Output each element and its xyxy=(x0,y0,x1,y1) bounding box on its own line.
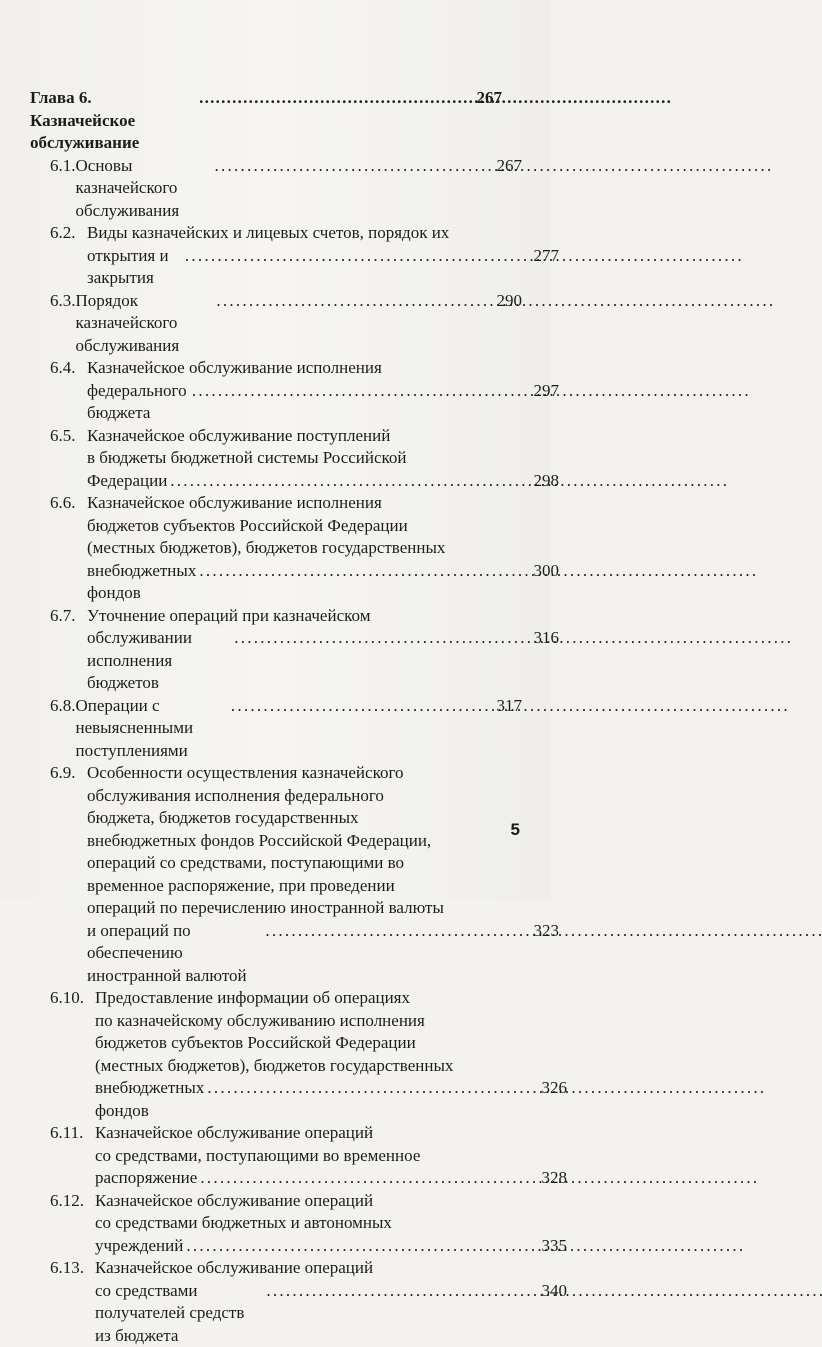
section-page-number: 300 xyxy=(534,560,560,583)
section-title-line: со средствами бюджетных и автономных xyxy=(95,1212,392,1235)
section-title-line: Особенности осуществления казначейского xyxy=(87,762,404,785)
section-page-number: 323 xyxy=(534,920,560,943)
section-title-line: со средствами, поступающими во временное xyxy=(95,1145,420,1168)
section-title-line: (местных бюджетов), бюджетов государственных xyxy=(95,1055,453,1078)
section-title-line: Казначейское обслуживание исполнения xyxy=(87,492,382,515)
section-page-number: 298 xyxy=(534,470,560,493)
dot-leader xyxy=(207,1077,538,1100)
toc-chapter-entry xyxy=(30,87,502,155)
section-title-line: обслуживания исполнения федерального xyxy=(87,785,384,808)
toc-section-entry xyxy=(30,605,502,695)
section-title-line: внебюджетных фондов xyxy=(87,560,196,605)
section-number: 6.12. xyxy=(50,1190,95,1213)
section-title-line: Казначейское обслуживание операций xyxy=(95,1257,373,1280)
toc-section-entry xyxy=(30,695,502,763)
chapter-title: Глава 6. Казначейское обслуживание xyxy=(30,87,196,155)
section-title-line: открытия и закрытия xyxy=(87,245,182,290)
section-number: 6.7. xyxy=(50,605,87,628)
section-title-line: Предоставление информации об операциях xyxy=(95,987,410,1010)
dot-leader xyxy=(192,380,531,403)
toc-section-entry xyxy=(30,425,502,493)
toc-section-entry xyxy=(30,762,502,987)
section-number: 6.13. xyxy=(50,1257,95,1280)
section-page-number: 277 xyxy=(534,245,560,268)
section-page-number: 326 xyxy=(542,1077,568,1100)
section-number: 6.9. xyxy=(50,762,87,785)
dot-leader xyxy=(266,1280,538,1303)
table-of-contents xyxy=(30,87,502,1347)
section-title-line: Уточнение операций при казначейском xyxy=(87,605,370,628)
section-page-number: 316 xyxy=(534,627,560,650)
section-title-line: бюджетов субъектов Российской Федерации xyxy=(87,515,408,538)
section-title-line: Основы казначейского обслуживания xyxy=(76,155,212,223)
section-title-line: операций по перечислению иностранной валюты xyxy=(87,897,444,920)
section-title-line: Виды казначейских и лицевых счетов, порядок их xyxy=(87,222,449,245)
section-title-line: Казначейское обслуживание поступлений xyxy=(87,425,390,448)
section-title-line: Федерации xyxy=(87,470,167,493)
section-page-number: 340 xyxy=(542,1280,568,1303)
section-number: 6.10. xyxy=(50,987,95,1010)
section-title-line: и операций по обеспечению иностранной валютой xyxy=(87,920,262,988)
toc-section-entry xyxy=(30,1122,502,1190)
section-title-line: Операции с невыясненными поступлениями xyxy=(76,695,228,763)
dot-leader xyxy=(265,920,530,943)
section-number: 6.3. xyxy=(50,290,76,313)
section-title-line: бюджета, бюджетов государственных xyxy=(87,807,359,830)
toc-section-entry xyxy=(30,357,502,425)
dot-leader xyxy=(200,1167,538,1190)
toc-section-entry xyxy=(30,222,502,290)
section-title-line: бюджетов субъектов Российской Федерации xyxy=(95,1032,416,1055)
section-number: 6.8. xyxy=(50,695,76,718)
dot-leader xyxy=(185,245,531,268)
section-number: 6.2. xyxy=(50,222,87,245)
section-number: 6.1. xyxy=(50,155,76,178)
book-page xyxy=(0,0,551,900)
chapter-page-number: 267 xyxy=(477,87,503,110)
section-title-line: обслуживании исполнения бюджетов xyxy=(87,627,231,695)
dot-leader xyxy=(231,695,494,718)
section-page-number: 267 xyxy=(497,155,523,178)
section-number: 6.11. xyxy=(50,1122,95,1145)
toc-section-entry xyxy=(30,1257,502,1347)
section-title-line: Казначейское обслуживание операций xyxy=(95,1190,373,1213)
section-number: 6.6. xyxy=(50,492,87,515)
section-page-number: 290 xyxy=(497,290,523,313)
toc-section-entry xyxy=(30,290,502,358)
dot-leader xyxy=(216,290,493,313)
toc-section-entry xyxy=(30,1190,502,1258)
section-title-line: федерального бюджета xyxy=(87,380,189,425)
toc-sections-list xyxy=(30,155,502,1347)
dot-leader xyxy=(186,1235,538,1258)
section-title-line: в бюджеты бюджетной системы Российской xyxy=(87,447,407,470)
toc-section-entry xyxy=(30,987,502,1122)
section-number: 6.5. xyxy=(50,425,87,448)
page-folio: 5 xyxy=(511,820,520,840)
section-title-line: со средствами получателей средств из бюджета xyxy=(95,1280,263,1347)
section-title-line: (местных бюджетов), бюджетов государственных xyxy=(87,537,445,560)
section-number: 6.4. xyxy=(50,357,87,380)
section-title-line: Казначейское обслуживание операций xyxy=(95,1122,373,1145)
section-page-number: 317 xyxy=(497,695,523,718)
dot-leader xyxy=(170,470,530,493)
section-page-number: 335 xyxy=(542,1235,568,1258)
section-page-number: 328 xyxy=(542,1167,568,1190)
section-title-line: Казначейское обслуживание исполнения xyxy=(87,357,382,380)
section-page-number: 297 xyxy=(534,380,560,403)
toc-section-entry xyxy=(30,155,502,223)
section-title-line: распоряжение xyxy=(95,1167,197,1190)
section-title-line: учреждений xyxy=(95,1235,183,1258)
section-title-line: временное распоряжение, при проведении xyxy=(87,875,395,898)
dot-leader xyxy=(215,155,494,178)
section-title-line: Порядок казначейского обслуживания xyxy=(76,290,214,358)
section-title-line: внебюджетных фондов Российской Федерации, xyxy=(87,830,431,853)
dot-leader xyxy=(199,560,530,583)
section-title-line: по казначейскому обслуживанию исполнения xyxy=(95,1010,425,1033)
dot-leader xyxy=(234,627,530,650)
section-title-line: внебюджетных фондов xyxy=(95,1077,204,1122)
toc-section-entry xyxy=(30,492,502,605)
dot-leader xyxy=(199,87,473,110)
section-title-line: операций со средствами, поступающими во xyxy=(87,852,404,875)
